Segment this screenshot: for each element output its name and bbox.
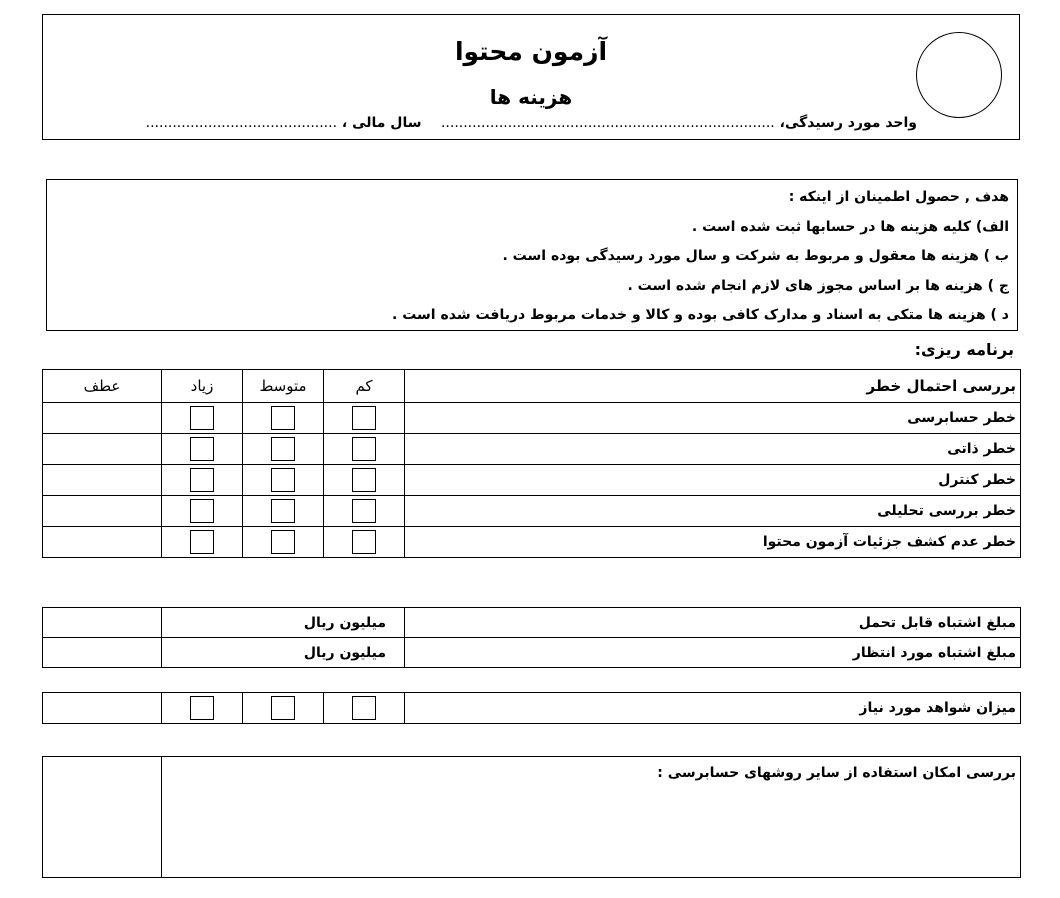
table-row	[43, 693, 1021, 724]
high-checkbox[interactable]	[190, 696, 214, 720]
year-label: سال مالی ،	[341, 115, 422, 131]
ref-cell[interactable]	[43, 527, 162, 558]
high-checkbox[interactable]	[190, 530, 214, 554]
high-checkbox[interactable]	[190, 437, 214, 461]
risk-label: خطر حسابرسی	[405, 403, 1021, 434]
ref-cell[interactable]	[43, 693, 162, 724]
high-checkbox[interactable]	[190, 468, 214, 492]
high-checkbox[interactable]	[190, 499, 214, 523]
high-checkbox[interactable]	[190, 406, 214, 430]
medium-checkbox[interactable]	[271, 437, 295, 461]
ref-cell[interactable]	[43, 434, 162, 465]
unit-field[interactable]: ...........................................................................	[440, 115, 775, 131]
planning-title: برنامه ریزی:	[914, 340, 1014, 359]
evidence-table	[42, 692, 1021, 724]
risk-header-row	[43, 370, 1021, 403]
goal-item-d: د ) هزینه ها متکی به اسناد و مدارک کافی بوده و کالا و خدمات مربوط دریافت شده است .	[392, 307, 1009, 323]
risk-label: خطر بررسی تحلیلی	[405, 496, 1021, 527]
ref-cell[interactable]	[43, 465, 162, 496]
low-checkbox[interactable]	[352, 468, 376, 492]
goal-item-a: الف) کلیه هزینه ها در حسابها ثبت شده است .	[691, 218, 1009, 235]
table-row	[43, 608, 1021, 638]
risk-table	[42, 369, 1021, 558]
col-medium: متوسط	[243, 370, 324, 403]
goal-heading: هدف , حصول اطمینان از اینکه :	[788, 189, 1009, 205]
table-row	[43, 638, 1021, 668]
risk-label: خطر ذاتی	[405, 434, 1021, 465]
medium-checkbox[interactable]	[271, 468, 295, 492]
goal-item-b: ب ) هزینه ها معقول و مربوط به شرکت و سال مورد رسیدگی بوده است .	[502, 248, 1009, 264]
risk-label: خطر کنترل	[405, 465, 1021, 496]
low-checkbox[interactable]	[352, 696, 376, 720]
table-row	[43, 434, 1021, 465]
medium-checkbox[interactable]	[271, 406, 295, 430]
col-high: زیاد	[162, 370, 243, 403]
other-methods-table	[42, 756, 1021, 878]
low-checkbox[interactable]	[352, 406, 376, 430]
medium-checkbox[interactable]	[271, 530, 295, 554]
goal-box	[46, 179, 1018, 331]
evidence-label: میزان شواهد مورد نیاز	[405, 693, 1021, 724]
low-checkbox[interactable]	[352, 437, 376, 461]
amount-unit[interactable]: میلیون ریال	[162, 608, 405, 638]
ref-cell[interactable]	[43, 608, 162, 638]
logo-circle	[916, 32, 1002, 118]
page-subtitle: هزینه ها	[489, 85, 573, 109]
amount-table	[42, 607, 1021, 668]
header-box	[42, 14, 1020, 140]
unit-year-line	[146, 115, 917, 131]
risk-label: خطر عدم کشف جزئیات آزمون محتوا	[405, 527, 1021, 558]
table-row	[43, 527, 1021, 558]
medium-checkbox[interactable]	[271, 696, 295, 720]
amount-unit[interactable]: میلیون ریال	[162, 638, 405, 668]
amount-label: مبلغ اشتباه قابل تحمل	[405, 608, 1021, 638]
table-row	[43, 496, 1021, 527]
col-low: کم	[324, 370, 405, 403]
goal-item-c: ج ) هزینه ها بر اساس مجوز های لازم انجام شده است .	[627, 277, 1009, 294]
year-field[interactable]: ...........................................	[145, 115, 338, 131]
page-title: آزمون محتوا	[454, 37, 608, 66]
risk-header-label: بررسی احتمال خطر	[405, 370, 1021, 403]
low-checkbox[interactable]	[352, 499, 376, 523]
table-row	[43, 403, 1021, 434]
ref-cell[interactable]	[43, 403, 162, 434]
ref-cell[interactable]	[43, 757, 162, 878]
medium-checkbox[interactable]	[271, 499, 295, 523]
ref-cell[interactable]	[43, 496, 162, 527]
amount-label: مبلغ اشتباه مورد انتظار	[405, 638, 1021, 668]
unit-label: واحد مورد رسیدگی،	[779, 115, 917, 131]
col-ref: عطف	[43, 370, 162, 403]
table-row	[43, 465, 1021, 496]
ref-cell[interactable]	[43, 638, 162, 668]
low-checkbox[interactable]	[352, 530, 376, 554]
other-methods-label[interactable]: بررسی امکان استفاده از سایر روشهای حسابرسی :	[162, 757, 1021, 878]
table-row	[43, 757, 1021, 878]
